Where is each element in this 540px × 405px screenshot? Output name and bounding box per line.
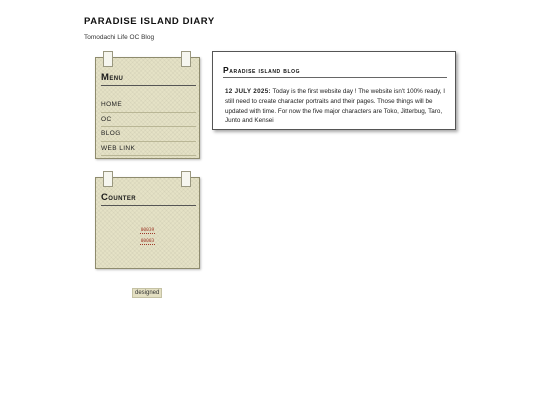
- designed-badge[interactable]: designed: [132, 288, 162, 298]
- counter-title-initial: C: [101, 192, 109, 203]
- counter-panel: [95, 177, 200, 269]
- site-title: PARADISE ISLAND DIARY: [84, 16, 215, 27]
- counter-today: [96, 239, 199, 244]
- tape-left: [103, 171, 113, 187]
- blog-title-rest: aradise island blog: [229, 68, 301, 75]
- tape-right: [181, 51, 191, 67]
- blog-post-text: Today is the first website day ! The website isn't 100% ready, I still need to create character portraits and their pages. Those things will be updated with time. For now the five major characters are Toko, Jitterbug, Taro, Junto and Kensei: [225, 88, 446, 125]
- tape-left: [103, 51, 113, 67]
- site-subtitle: Tomodachi Life OC Blog: [84, 34, 155, 41]
- menu-panel: [95, 57, 200, 159]
- menu-list: [101, 98, 196, 156]
- menu-item-web-link[interactable]: WEB LINK: [101, 142, 196, 157]
- menu-title-rest: enu: [109, 73, 124, 82]
- tape-right: [181, 171, 191, 187]
- blog-panel: [212, 51, 456, 130]
- blog-post-date: 12 JULY 2025:: [225, 88, 271, 95]
- blog-post: [225, 87, 447, 126]
- counter-total: [96, 228, 199, 233]
- blog-title-initial: P: [223, 65, 230, 75]
- menu-title: [101, 72, 196, 86]
- counter-title-rest: ounter: [108, 193, 136, 202]
- menu-item-home[interactable]: HOME: [101, 98, 196, 113]
- counter-today-value: 00003: [140, 239, 155, 244]
- counter-title: [101, 192, 196, 206]
- menu-item-blog[interactable]: BLOG: [101, 127, 196, 142]
- menu-item-oc[interactable]: OC: [101, 113, 196, 128]
- counter-total-value: 00039: [140, 228, 155, 233]
- blog-title: [223, 65, 447, 78]
- menu-title-initial: M: [101, 72, 110, 83]
